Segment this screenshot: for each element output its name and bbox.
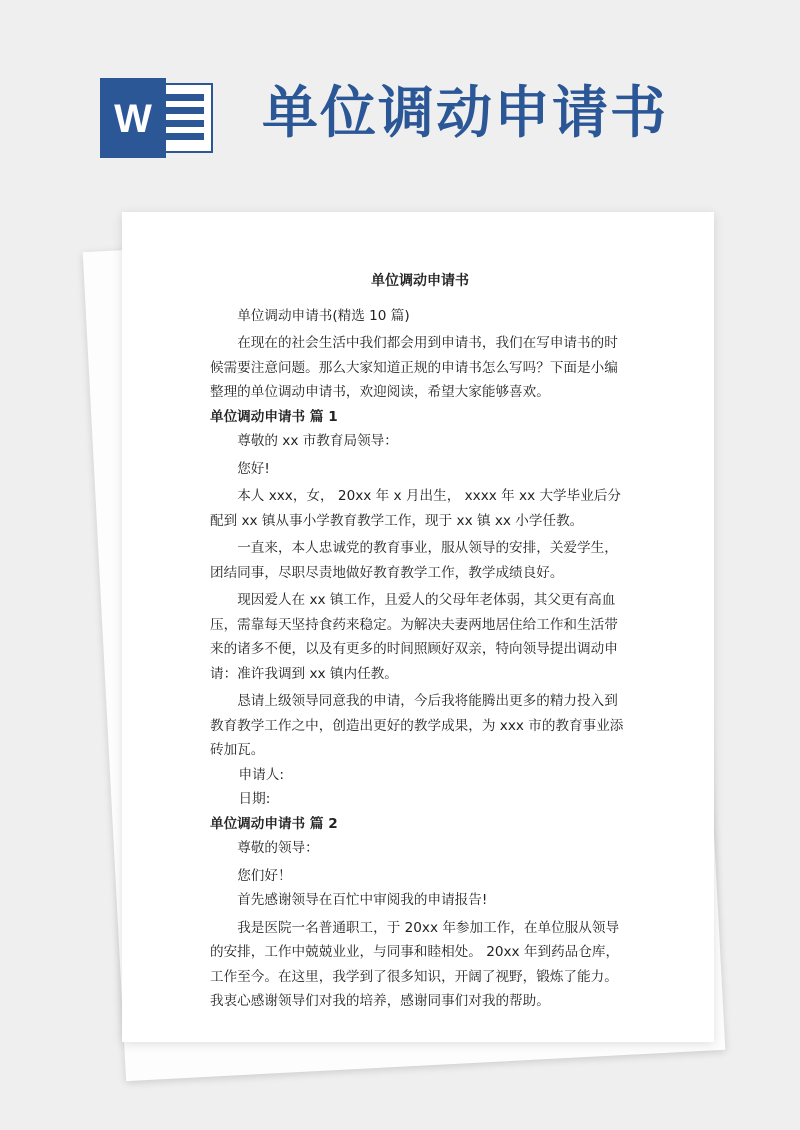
section-1-applicant: 申请人:: [238, 766, 284, 783]
section-1-paragraph-4: 恳请上级领导同意我的申请，今后我将能腾出更多的精力投入到教育教学工作之中，创造出更好的教学成果，为 xxx 市的教育事业添砖加瓦。: [210, 693, 624, 758]
document-subtitle: 单位调动申请书(精选 10 篇): [237, 307, 410, 324]
section-2-greeting: 您们好！: [237, 867, 292, 884]
section-1-heading: 单位调动申请书 篇 1: [210, 408, 338, 425]
word-icon-letter: W: [114, 97, 152, 141]
banner-title: 单位调动申请书: [262, 81, 668, 146]
banner: [0, 0, 800, 200]
section-1-greeting: 您好!: [237, 460, 270, 477]
section-2-paragraph-2: 我是医院一名普通职工，于 20xx 年参加工作，在单位服从领导的安排，工作中兢兢业业，与同事和睦相处。 20xx 年到药品仓库，工作至今。在这里，我学到了很多知识，开阔了视野，锻炼了能力。我衷心感谢领导们对我的培养，感谢同事们对我的帮助。: [210, 919, 620, 1009]
word-document-icon: [100, 78, 218, 158]
section-1-paragraph-1: 本人 xxx，女， 20xx 年 x 月出生， xxxx 年 xx 大学毕业后分配到 xx 镇从事小学教育教学工作，现于 xx 镇 xx 小学任教。: [210, 488, 622, 529]
intro-paragraph: 在现在的社会生活中我们都会用到申请书，我们在写申请书的时候需要注意问题。那么大家知道正规的申请书怎么写吗？下面是小编整理的单位调动申请书，欢迎阅读，希望大家能够喜欢。: [210, 335, 618, 400]
document-page: [122, 212, 714, 1042]
section-1-paragraph-2: 一直来，本人忠诚党的教育事业，服从领导的安排，关爱学生，团结同事，尽职尽责地做好教育教学工作，教学成绩良好。: [210, 540, 618, 581]
document-title: 单位调动申请书: [371, 273, 469, 289]
section-2-paragraph-1: 首先感谢领导在百忙中审阅我的申请报告!: [237, 892, 488, 908]
section-2-salutation: 尊敬的领导：: [237, 840, 319, 856]
section-1-date: 日期:: [238, 791, 271, 807]
section-1-paragraph-3: 现因爱人在 xx 镇工作，且爱人的父母年老体弱，其父更有高血压，需靠每天坚持食药来稳定。为解决夫妻两地居住给工作和生活带来的诸多不便，以及有更多的时间照顾好双亲，特向领导提出调动申请：准许我调到 xx 镇内任教。: [210, 592, 618, 682]
section-1-salutation: 尊敬的 xx 市教育局领导：: [237, 433, 398, 449]
section-2-heading: 单位调动申请书 篇 2: [210, 815, 338, 832]
document-body: [210, 212, 630, 1014]
